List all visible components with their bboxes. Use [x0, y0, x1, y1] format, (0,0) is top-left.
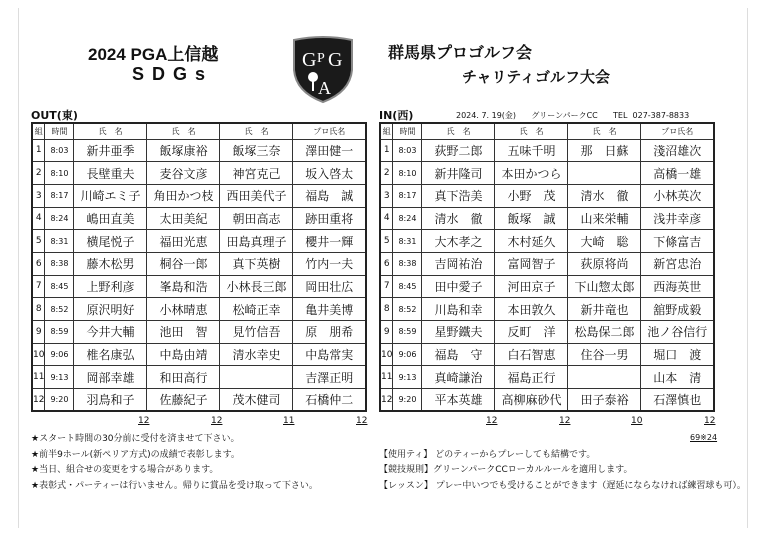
pro-name: 堀口 渡: [641, 343, 714, 366]
column-header: 時間: [393, 123, 422, 139]
player-name: 嶋田直美: [74, 207, 147, 230]
player-name: 反町 洋: [495, 321, 568, 344]
table-row: [380, 252, 714, 275]
player-name: 茂木健司: [220, 389, 293, 412]
pro-name: 舘野成毅: [641, 298, 714, 321]
header-row: [32, 123, 366, 139]
player-name: 桐谷一郎: [147, 252, 220, 275]
table-row: [380, 298, 714, 321]
tee-time: 8:24: [45, 207, 74, 230]
table-row: [380, 184, 714, 207]
group-no: 2: [380, 162, 393, 185]
column-total: 12: [138, 416, 150, 426]
table-row: [380, 343, 714, 366]
group-no: 12: [380, 389, 393, 412]
group-no: 8: [380, 298, 393, 321]
grand-total: 69※24: [690, 433, 718, 442]
player-name: 五味千明: [495, 139, 568, 162]
group-no: 9: [32, 321, 45, 344]
svg-text:A: A: [318, 78, 331, 98]
column-total: 12: [559, 416, 571, 426]
player-name: 岡部幸雄: [74, 366, 147, 389]
group-no: 8: [32, 298, 45, 321]
player-name: 新井亜季: [74, 139, 147, 162]
pro-name: 原 朋希: [293, 321, 366, 344]
player-name: 高柳麻砂代: [495, 389, 568, 412]
player-name: 朝田高志: [220, 207, 293, 230]
pro-name: 吉澤正明: [293, 366, 366, 389]
table-row: [32, 207, 366, 230]
title-line2: SDGs: [132, 64, 214, 84]
player-name: 下山惣太郎: [568, 275, 641, 298]
player-name: 川島和幸: [422, 298, 495, 321]
player-name: 見竹信吾: [220, 321, 293, 344]
player-name: 荻野二郎: [422, 139, 495, 162]
column-header: 氏 名: [422, 123, 495, 139]
group-no: 11: [380, 366, 393, 389]
group-no: 7: [380, 275, 393, 298]
tee-time: 8:10: [45, 162, 74, 185]
header-row: [380, 123, 714, 139]
table-row: [32, 162, 366, 185]
pro-name: 下條富吉: [641, 230, 714, 253]
player-name: [568, 366, 641, 389]
player-name: 星野鐵夫: [422, 321, 495, 344]
player-name: 平本英雄: [422, 389, 495, 412]
player-name: 和田高行: [147, 366, 220, 389]
player-name: 新井竜也: [568, 298, 641, 321]
column-header: プロ氏名: [641, 123, 714, 139]
table-row: [380, 321, 714, 344]
player-name: 大木孝之: [422, 230, 495, 253]
tee-time: 8:52: [393, 298, 422, 321]
player-name: 山来栄輔: [568, 207, 641, 230]
player-name: 松崎正幸: [220, 298, 293, 321]
tee-time: 9:06: [45, 343, 74, 366]
tee-time: 8:38: [393, 252, 422, 275]
table-row: [380, 207, 714, 230]
pro-name: 西海英世: [641, 275, 714, 298]
tee-time: 8:31: [393, 230, 422, 253]
player-name: 住谷一男: [568, 343, 641, 366]
pro-name: 山本 清: [641, 366, 714, 389]
tee-time: 8:45: [393, 275, 422, 298]
column-header: 氏 名: [147, 123, 220, 139]
player-name: 飯塚 誠: [495, 207, 568, 230]
event-info: [456, 110, 689, 121]
pro-name: 淺沼雄次: [641, 139, 714, 162]
player-name: 今井大輔: [74, 321, 147, 344]
player-name: 真崎謙治: [422, 366, 495, 389]
player-name: 椎名康弘: [74, 343, 147, 366]
group-no: 4: [380, 207, 393, 230]
table-row: [32, 230, 366, 253]
group-no: 3: [380, 184, 393, 207]
column-total: 12: [356, 416, 368, 426]
player-name: 真下浩美: [422, 184, 495, 207]
player-name: 福田光恵: [147, 230, 220, 253]
event-date: 2024. 7. 19(金): [456, 111, 517, 120]
column-header: 組: [380, 123, 393, 139]
player-name: 田島真理子: [220, 230, 293, 253]
table-row: [380, 389, 714, 412]
column-header: 時間: [45, 123, 74, 139]
column-header: 組: [32, 123, 45, 139]
tee-time: 9:20: [45, 389, 74, 412]
player-name: 本田かつら: [495, 162, 568, 185]
player-name: 原沢明好: [74, 298, 147, 321]
pro-name: 石橋仲二: [293, 389, 366, 412]
group-no: 10: [32, 343, 45, 366]
note-right: 【レッスン】 プレー中いつでも受けることができます（遅延にならなければ練習球も可）。: [379, 481, 746, 491]
tee-time: 8:17: [45, 184, 74, 207]
player-name: 吉岡祐治: [422, 252, 495, 275]
player-name: 小野 茂: [495, 184, 568, 207]
note-left: ★当日、組合せの変更をする場合があります。: [31, 465, 219, 475]
player-name: 富岡智子: [495, 252, 568, 275]
tee-time: 8:59: [393, 321, 422, 344]
column-total: 11: [283, 416, 295, 426]
player-name: 長壁重夫: [74, 162, 147, 185]
column-total: 12: [211, 416, 223, 426]
pro-name: 小林英次: [641, 184, 714, 207]
player-name: 真下英樹: [220, 252, 293, 275]
pro-name: 池ノ谷信行: [641, 321, 714, 344]
table-row: [32, 184, 366, 207]
group-no: 7: [32, 275, 45, 298]
group-no: 5: [32, 230, 45, 253]
player-name: 神宮克己: [220, 162, 293, 185]
table-row: [32, 366, 366, 389]
column-header: 氏 名: [568, 123, 641, 139]
player-name: 那 日蘇: [568, 139, 641, 162]
player-name: 荻原将尚: [568, 252, 641, 275]
player-name: 新井隆司: [422, 162, 495, 185]
tee-time: 8:59: [45, 321, 74, 344]
table-row: [380, 275, 714, 298]
table-row: [32, 321, 366, 344]
table-row: [380, 230, 714, 253]
table-row: [32, 252, 366, 275]
player-name: 佐藤紀子: [147, 389, 220, 412]
pro-name: 岡田壮広: [293, 275, 366, 298]
title-line1: 2024 PGA上信越: [88, 45, 219, 64]
player-name: 池田 智: [147, 321, 220, 344]
svg-text:G: G: [328, 49, 343, 71]
table-row: [32, 139, 366, 162]
out-label: OUT(東): [31, 109, 78, 122]
table-row: [32, 389, 366, 412]
player-name: 小林長三郎: [220, 275, 293, 298]
pro-name: 坂入啓太: [293, 162, 366, 185]
tee-time: 8:17: [393, 184, 422, 207]
player-name: 川崎エミ子: [74, 184, 147, 207]
player-name: 上野利彦: [74, 275, 147, 298]
column-total: 12: [704, 416, 716, 426]
player-name: 福島 守: [422, 343, 495, 366]
group-no: 1: [380, 139, 393, 162]
table-row: [380, 366, 714, 389]
group-no: 12: [32, 389, 45, 412]
group-no: 3: [32, 184, 45, 207]
group-no: 10: [380, 343, 393, 366]
player-name: 福島正行: [495, 366, 568, 389]
player-name: 峯島和浩: [147, 275, 220, 298]
tee-time: 9:13: [45, 366, 74, 389]
tee-time: 9:20: [393, 389, 422, 412]
player-name: 太田美紀: [147, 207, 220, 230]
in-label: IN(西): [379, 109, 414, 122]
in-pairings-table: [379, 122, 715, 412]
player-name: 飯塚三奈: [220, 139, 293, 162]
pro-name: 跡田重将: [293, 207, 366, 230]
player-name: 大崎 聡: [568, 230, 641, 253]
player-name: 藤木松男: [74, 252, 147, 275]
svg-text:G: G: [302, 49, 317, 71]
tee-time: 8:03: [45, 139, 74, 162]
column-header: プロ氏名: [293, 123, 366, 139]
tee-time: 8:45: [45, 275, 74, 298]
group-no: 4: [32, 207, 45, 230]
note-left: ★表彰式・パーティーは行いません。帰りに賞品を受け取って下さい。: [31, 481, 318, 491]
tee-time: 8:24: [393, 207, 422, 230]
pro-name: 櫻井一輝: [293, 230, 366, 253]
pro-name: 澤田健一: [293, 139, 366, 162]
tee-time: 9:13: [393, 366, 422, 389]
tee-time: 8:31: [45, 230, 74, 253]
player-name: 本田敦久: [495, 298, 568, 321]
player-name: [220, 366, 293, 389]
table-row: [32, 298, 366, 321]
pro-name: 中島常実: [293, 343, 366, 366]
player-name: 松島保二郎: [568, 321, 641, 344]
player-name: 飯塚康裕: [147, 139, 220, 162]
tee-time: 8:10: [393, 162, 422, 185]
player-name: 羽鳥和子: [74, 389, 147, 412]
table-row: [380, 139, 714, 162]
player-name: [568, 162, 641, 185]
out-pairings-table: [31, 122, 367, 412]
group-no: 5: [380, 230, 393, 253]
player-name: 清水 徹: [568, 184, 641, 207]
group-no: 2: [32, 162, 45, 185]
group-no: 9: [380, 321, 393, 344]
note-right: 【使用ティ】 どのティーからプレーしても結構です。: [379, 450, 596, 460]
player-name: 清水幸史: [220, 343, 293, 366]
player-name: 中島由靖: [147, 343, 220, 366]
tee-time: 8:52: [45, 298, 74, 321]
group-no: 6: [32, 252, 45, 275]
column-header: 氏 名: [495, 123, 568, 139]
group-no: 11: [32, 366, 45, 389]
player-name: 小林晴恵: [147, 298, 220, 321]
event-title: チャリティゴルフ大会: [462, 68, 611, 86]
tel: TEL 027-387-8833: [613, 111, 690, 120]
column-total: 12: [486, 416, 498, 426]
gpga-logo-icon: [290, 36, 356, 104]
note-left: ★前半9ホール(新ペリア方式)の成績で表彰します。: [31, 450, 240, 460]
player-name: 木村延久: [495, 230, 568, 253]
tee-time: 8:03: [393, 139, 422, 162]
pro-name: 福島 誠: [293, 184, 366, 207]
svg-text:P: P: [317, 51, 325, 66]
group-no: 1: [32, 139, 45, 162]
pro-name: 亀井美博: [293, 298, 366, 321]
pro-name: 新宮忠治: [641, 252, 714, 275]
table-row: [32, 343, 366, 366]
column-header: 氏 名: [74, 123, 147, 139]
tee-time: 8:38: [45, 252, 74, 275]
player-name: 白石智恵: [495, 343, 568, 366]
venue: グリーンパークCC: [531, 111, 598, 120]
note-left: ★スタート時間の30分前に受付を済ませて下さい。: [31, 434, 240, 444]
player-name: 田中愛子: [422, 275, 495, 298]
player-name: 清水 徹: [422, 207, 495, 230]
group-no: 6: [380, 252, 393, 275]
table-row: [380, 162, 714, 185]
player-name: 西田美代子: [220, 184, 293, 207]
column-total: 10: [631, 416, 643, 426]
pro-name: 石澤慎也: [641, 389, 714, 412]
column-header: 氏 名: [220, 123, 293, 139]
player-name: 角田かつ枝: [147, 184, 220, 207]
organizer: 群馬県プロゴルフ会: [388, 43, 533, 62]
player-name: 河田京子: [495, 275, 568, 298]
pro-name: 竹内一夫: [293, 252, 366, 275]
player-name: 田子泰裕: [568, 389, 641, 412]
table-row: [32, 275, 366, 298]
tee-time: 9:06: [393, 343, 422, 366]
player-name: 麦谷文彦: [147, 162, 220, 185]
player-name: 横尾悦子: [74, 230, 147, 253]
note-right: 【競技規則】グリーンパークCCローカルルールを適用します。: [379, 465, 633, 475]
pro-name: 浅井幸彦: [641, 207, 714, 230]
pro-name: 高橋一雄: [641, 162, 714, 185]
